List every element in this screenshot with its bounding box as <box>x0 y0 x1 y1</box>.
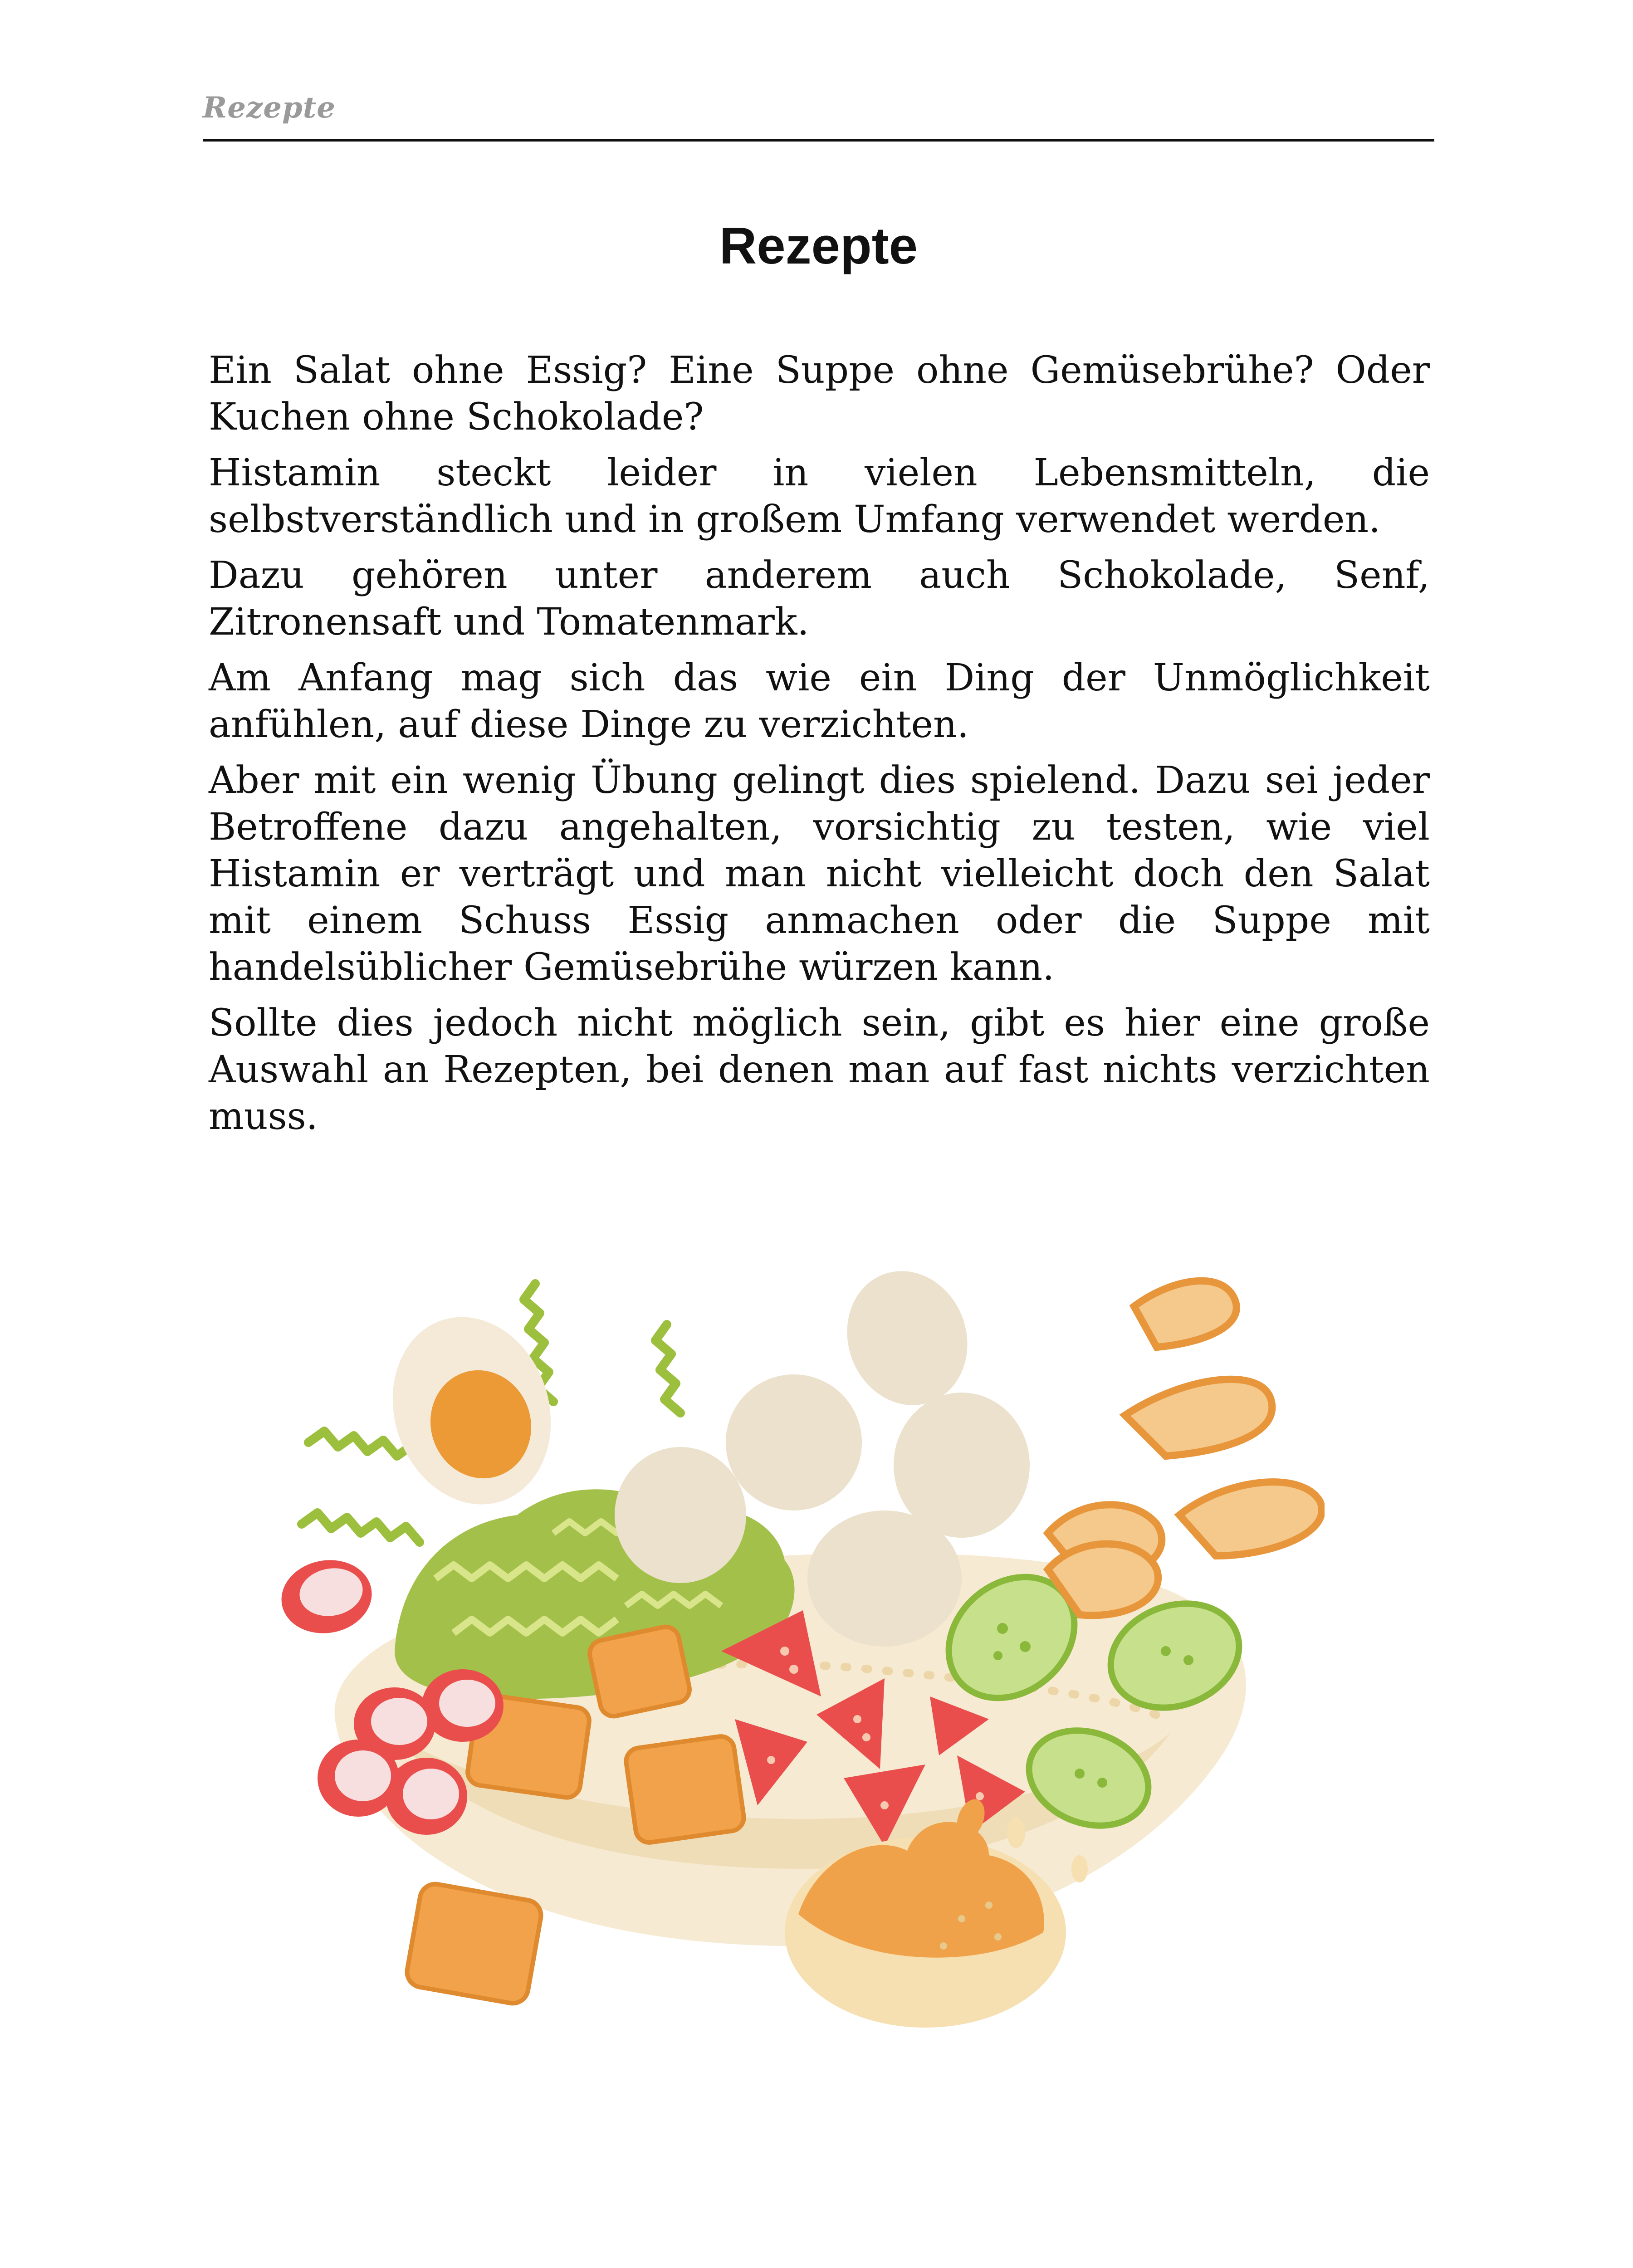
paragraph: Am Anfang mag sich das wie ein Ding der Unmöglichkeit anfühlen, auf diese Dinge zu verzichten. <box>209 656 1430 746</box>
egg <box>369 1296 574 1525</box>
paragraph: Aber mit ein wenig Übung gelingt dies spielend. Dazu sei jeder Betroffene dazu angehalten, vorsichtig zu testen, wie viel Histamin er verträgt und man nicht vielleicht doch den Salat mit einem Schuss Essig anmachen oder die Suppe mit handelsüblicher Gemüsebrühe würzen kann. <box>209 759 1430 989</box>
paragraph: Dazu gehören unter anderem auch Schokolade, Senf, Zitronensaft und Tomatenmark. <box>209 554 1430 644</box>
bread-wedges <box>1048 1281 1322 1616</box>
running-header: Rezepte <box>203 91 336 125</box>
page-title: Rezepte <box>719 217 918 275</box>
body-text <box>209 347 1430 1149</box>
paragraph: Histamin steckt leider in vielen Lebensmitteln, die selbstverständlich und in großem Umfang verwendet werden. <box>209 451 1430 541</box>
paragraph: Sollte dies jedoch nicht möglich sein, gibt es hier eine große Auswahl an Rezepten, bei denen man auf fast nichts verzichten muss. <box>209 1002 1430 1138</box>
salad-bowl-icon <box>281 1261 1325 2050</box>
paragraph: Ein Salat ohne Essig? Eine Suppe ohne Gemüsebrühe? Oder Kuchen ohne Schokolade? <box>209 349 1430 439</box>
header-rule <box>203 139 1434 142</box>
